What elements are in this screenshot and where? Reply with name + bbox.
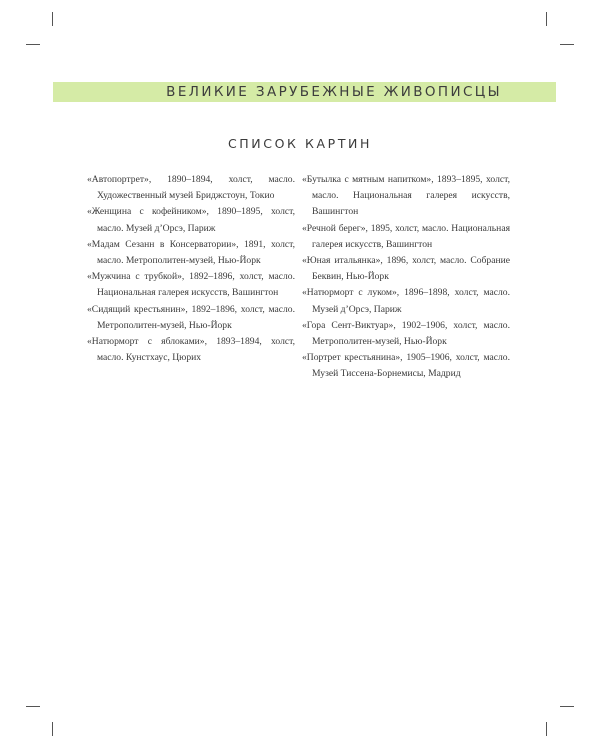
list-item: «Портрет крестьянина», 1905–1906, холст, масло. Музей Тиссена-Борнемисы, Мадрид	[302, 352, 510, 380]
crop-mark-bottom-right	[546, 722, 547, 736]
crop-mark-top-left-h	[26, 44, 40, 45]
list-item: «Сидящий крестьянин», 1892–1896, холст, масло. Метрополитен-музей, Нью-Йорк	[87, 303, 295, 331]
crop-mark-bottom-left	[52, 722, 53, 736]
book-title: ВЕЛИКИЕ ЗАРУБЕЖНЫЕ ЖИВОПИСЦЫ	[166, 84, 502, 100]
list-item: «Мадам Сезанн в Консерватории», 1891, холст, масло. Метрополитен-музей, Нью-Йорк	[87, 238, 295, 267]
paintings-list-left	[87, 172, 295, 366]
list-item: «Женщина с кофейником», 1890–1895, холст, масло. Музей д’Орсэ, Париж	[87, 206, 295, 234]
crop-mark-top-left	[52, 12, 53, 26]
crop-mark-top-right-h	[560, 44, 574, 45]
section-title: СПИСОК КАРТИН	[227, 136, 373, 151]
crop-mark-bottom-right-h	[560, 706, 574, 707]
paintings-list-right	[302, 172, 510, 383]
list-item: «Натюрморт с луком», 1896–1898, холст, масло. Музей д’Орсэ, Париж	[302, 287, 510, 315]
crop-mark-bottom-left-h	[26, 706, 40, 707]
header-band	[53, 82, 556, 102]
list-item: «Натюрморт с яблоками», 1893–1894, холст, масло. Кунстхаус, Цюрих	[87, 336, 295, 364]
list-item: «Речной берег», 1895, холст, масло. Национальная галерея искусств, Вашингтон	[302, 222, 510, 250]
list-item: «Автопортрет», 1890–1894, холст, масло. Художественный музей Бриджстоун, Токио	[87, 174, 295, 202]
list-item: «Юная итальянка», 1896, холст, масло. Собрание Беквин, Нью-Йорк	[302, 255, 510, 283]
crop-mark-top-right	[546, 12, 547, 26]
list-item: «Гора Сент-Виктуар», 1902–1906, холст, масло. Метрополитен-музей, Нью-Йорк	[302, 319, 510, 348]
list-item: «Бутылка с мятным напитком», 1893–1895, холст, масло. Национальная галерея искусств, Вашингтон	[302, 174, 510, 218]
list-item: «Мужчина с трубкой», 1892–1896, холст, масло. Национальная галерея искусств, Вашингтон	[87, 271, 295, 299]
